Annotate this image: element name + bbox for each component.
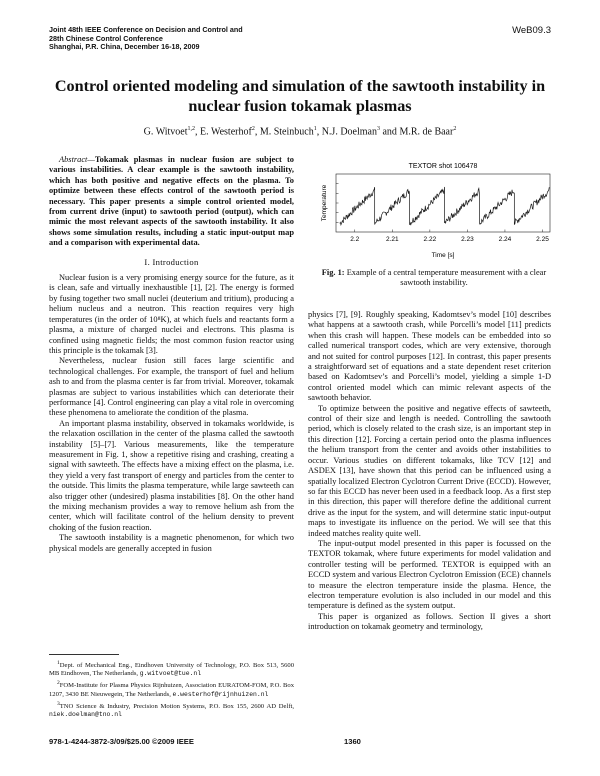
x-tick-label: 2.22 (423, 236, 437, 243)
abstract-lead: Abstract— (59, 155, 95, 164)
footnote (49, 679, 294, 698)
footnote-text: Dept. of Mechanical Eng., Eindhoven University of Technology, P.O. Box 513, 5600 MB Eindhoven, The Netherlands, (49, 662, 294, 678)
abstract-text: Tokamak plasmas in nuclear fusion are subject to various instabilities. A clear example is the sawtooth instability, which has both positive and negative effects on the plasma. To optimize between these effects control of the sawtooth period is necessary. This paper presents a simple control oriented model, from current drive (input) to sawtooth period (output), which can mimic the most relevant aspects of the sawtooth instability. It also shows some simulation results, including a static input-output map and a comparison with experimental data. (49, 155, 294, 248)
author-affiliation: 1,2 (187, 126, 196, 132)
y-axis-label: Temperature (321, 184, 328, 222)
x-tick-label: 2.2 (350, 236, 360, 243)
author-name: M. Steinbuch (259, 126, 314, 138)
x-ticks (350, 230, 549, 244)
footnotes (49, 654, 294, 720)
author-affiliation: 2 (453, 126, 457, 132)
section-heading: I. Introduction (144, 256, 199, 267)
body-paragraph: An important plasma instability, observed in tokamaks worldwide, is the relaxation oscillation in the center of the plasma called the sawtooth instability [5]–[7]. Various measurements, like the temperature measurement in Fig. 1, show a repetitive rising and crashing, creating a signal with sawteeth. The effects have a mixing effect on the plasma, i.e. they yield a very fast transport of energy and particles from the center to the outside. This limits the plasma temperature, while large sawteeth can also trigger other (undesired) plasma instabilities [8]. On the other hand the mixing mechanism provides a way to remove helium ash from the center, which will facilitate control of the helium density to prevent choking of the fusion reaction. (49, 418, 294, 532)
right-column (308, 310, 551, 633)
x-tick-label: 2.21 (385, 236, 399, 243)
author-name: E. Westerhof (200, 126, 252, 138)
x-tick-label: 2.24 (498, 236, 512, 243)
author-name: M.R. de Baar (399, 126, 454, 138)
footer-isbn: 978-1-4244-3872-3/09/$25.00 ©2009 IEEE (49, 737, 194, 746)
footnote (49, 700, 294, 719)
author-list: G. Witvoet$^{1,2}$, E. Westerhof$^2$, M. Steinbuch$^1$, N.J. Doelman$^3$ and M.R. de Baar$^2$ (143, 126, 457, 138)
author-affiliation: 2 (251, 126, 255, 132)
footnote-mark: 2 (57, 680, 60, 687)
body-paragraph: physics [7], [9]. Roughly speaking, Kadomtsev’s model [10] describes what happens at a sawtooth crash, while Porcelli’s model [11] predicts when this crash will happen. These models can be embedded into so called numerical transport codes, which are very extensive, thorough and not suited for control purposes [12]. In contrast, this paper presents a straightforward set of equations and a state dependent reset criterion based on Kadomtsev’s and Porcelli’s model, yielding a simple 1-D control oriented model which can mimic relevant aspects of the sawtooth behavior. (308, 310, 551, 403)
paper-id: WeB09.3 (512, 25, 551, 36)
footnote-rule (49, 654, 119, 655)
body-paragraph: The sawtooth instability is a magnetic phenomenon, for which two physical models are generally accepted in fusion (49, 533, 294, 553)
author-name: G. Witvoet (143, 126, 188, 138)
plot-frame (336, 174, 550, 232)
chart-title: TEXTOR shot 106478 (408, 163, 478, 170)
body-paragraph: The input-output model presented in this paper is focussed on the TEXTOR tokamak, where future experiments for model validation and controller testing will be performed. TEXTOR is equipped with an ECCD system and various Electron Cyclotron Emission (ECE) channels to measure the electron temperature inside the plasma. Hence, the electron temperature evolution is also included in our model and this temperature is defined as the system output. (308, 538, 551, 611)
author-affiliation: 3 (376, 126, 380, 132)
left-column (49, 155, 294, 554)
body-paragraph: Nevertheless, nuclear fusion still faces large scientific and technological challenges. For example, the transport of fuel and helium ash to and from the plasma center is far from trivial. Moreover, tokamak plasmas are subject to various instabilities which can deteriorate their performance [4]. Control engineering can play a vital role in overcoming these phenomena to ameliorate the condition of the plasma. (49, 356, 294, 418)
temperature-series-line (340, 187, 550, 225)
x-tick-label: 2.25 (536, 236, 549, 243)
title-line: Control oriented modeling and simulation of the sawtooth instability in (54, 77, 546, 95)
author-name: N.J. Doelman (321, 126, 377, 138)
abstract (49, 155, 294, 249)
caption-text: Example of a central temperature measurement with a clear sawtooth instability. (346, 268, 547, 288)
figure-caption (314, 268, 554, 289)
footnote-email: niek.doelman@tno.nl (49, 711, 122, 719)
x-axis-label: Time [s] (431, 252, 455, 259)
footnote-email: g.witvoet@tue.nl (139, 670, 202, 678)
paper-title (40, 76, 560, 116)
y-ticks (336, 184, 339, 223)
footnote-mark: 3 (57, 700, 60, 707)
body-paragraph: Nuclear fusion is a very promising energy source for the future, as it is clean, safe and virtually inexhaustible [1], [2]. The energy is formed by fusing together two small nuclei (deuterium and tritium), producing a helium nucleus and a neutron. This reaction requires very high temperatures (in the order of 10⁸K), at which fuels and reactants form a plasma, a mixture of charged nuclei and electrons. This plasma is confined using magnetic fields; the most common fusion reactor using this principle is the tokamak [3]. (49, 273, 294, 355)
conference-line: Joint 48th IEEE Conference on Decision and Control and (49, 25, 243, 34)
page-number: 1360 (344, 737, 361, 746)
caption-label: Fig. 1: (321, 268, 345, 277)
footnote-email: e.westerhof@rijnhuizen.nl (172, 690, 269, 698)
conference-line: 28th Chinese Control Conference (49, 33, 163, 43)
footnote-text: TNO Science & Industry, Precision Motion Systems, P.O. Box 155, 2600 AD Delft, (59, 702, 294, 710)
footnote (49, 659, 294, 678)
conference-header (49, 26, 349, 52)
body-paragraph: To optimize between the positive and negative effects of sawteeth, control of their size and length is needed. Controlling the sawtooth period, which is closely related to the crash size, is an important step in this direction [12]. Forcing a certain period onto the plasma influences the helium transport from the center and avoids other instabilities to occur. Various studies on different tokamaks, like TCV [12] and ASDEX [13], have shown that this period can be influenced using a spatially localized Electron Cyclotron Current Drive (ECCD). However, so far this ECCD has never been used in a feedback loop. As a first step in this direction, this paper will therefore define the additional current drive as the input for the system, and will determine static input-output maps to investigate its influence on the period. We will see that this indeed matches reality quite well. (308, 403, 551, 538)
body-paragraph: This paper is organized as follows. Section II gives a short introduction on tokamak geometry and terminology, (308, 611, 551, 632)
footnote-text: FOM-Institute for Plasma Physics Rijnhuizen, Association EURATOM-FOM, P.O. Box 1207, 3430 BE Nieuwegein, The Netherlands, (49, 682, 294, 698)
footnote-mark: 1 (57, 660, 60, 666)
conference-line: Shanghai, P.R. China, December 16-18, 2009 (49, 42, 200, 52)
sawtooth-chart (316, 160, 552, 265)
author-affiliation: 1 (313, 126, 317, 132)
title-line: nuclear fusion tokamak plasmas (188, 97, 412, 115)
x-tick-label: 2.23 (461, 236, 474, 243)
